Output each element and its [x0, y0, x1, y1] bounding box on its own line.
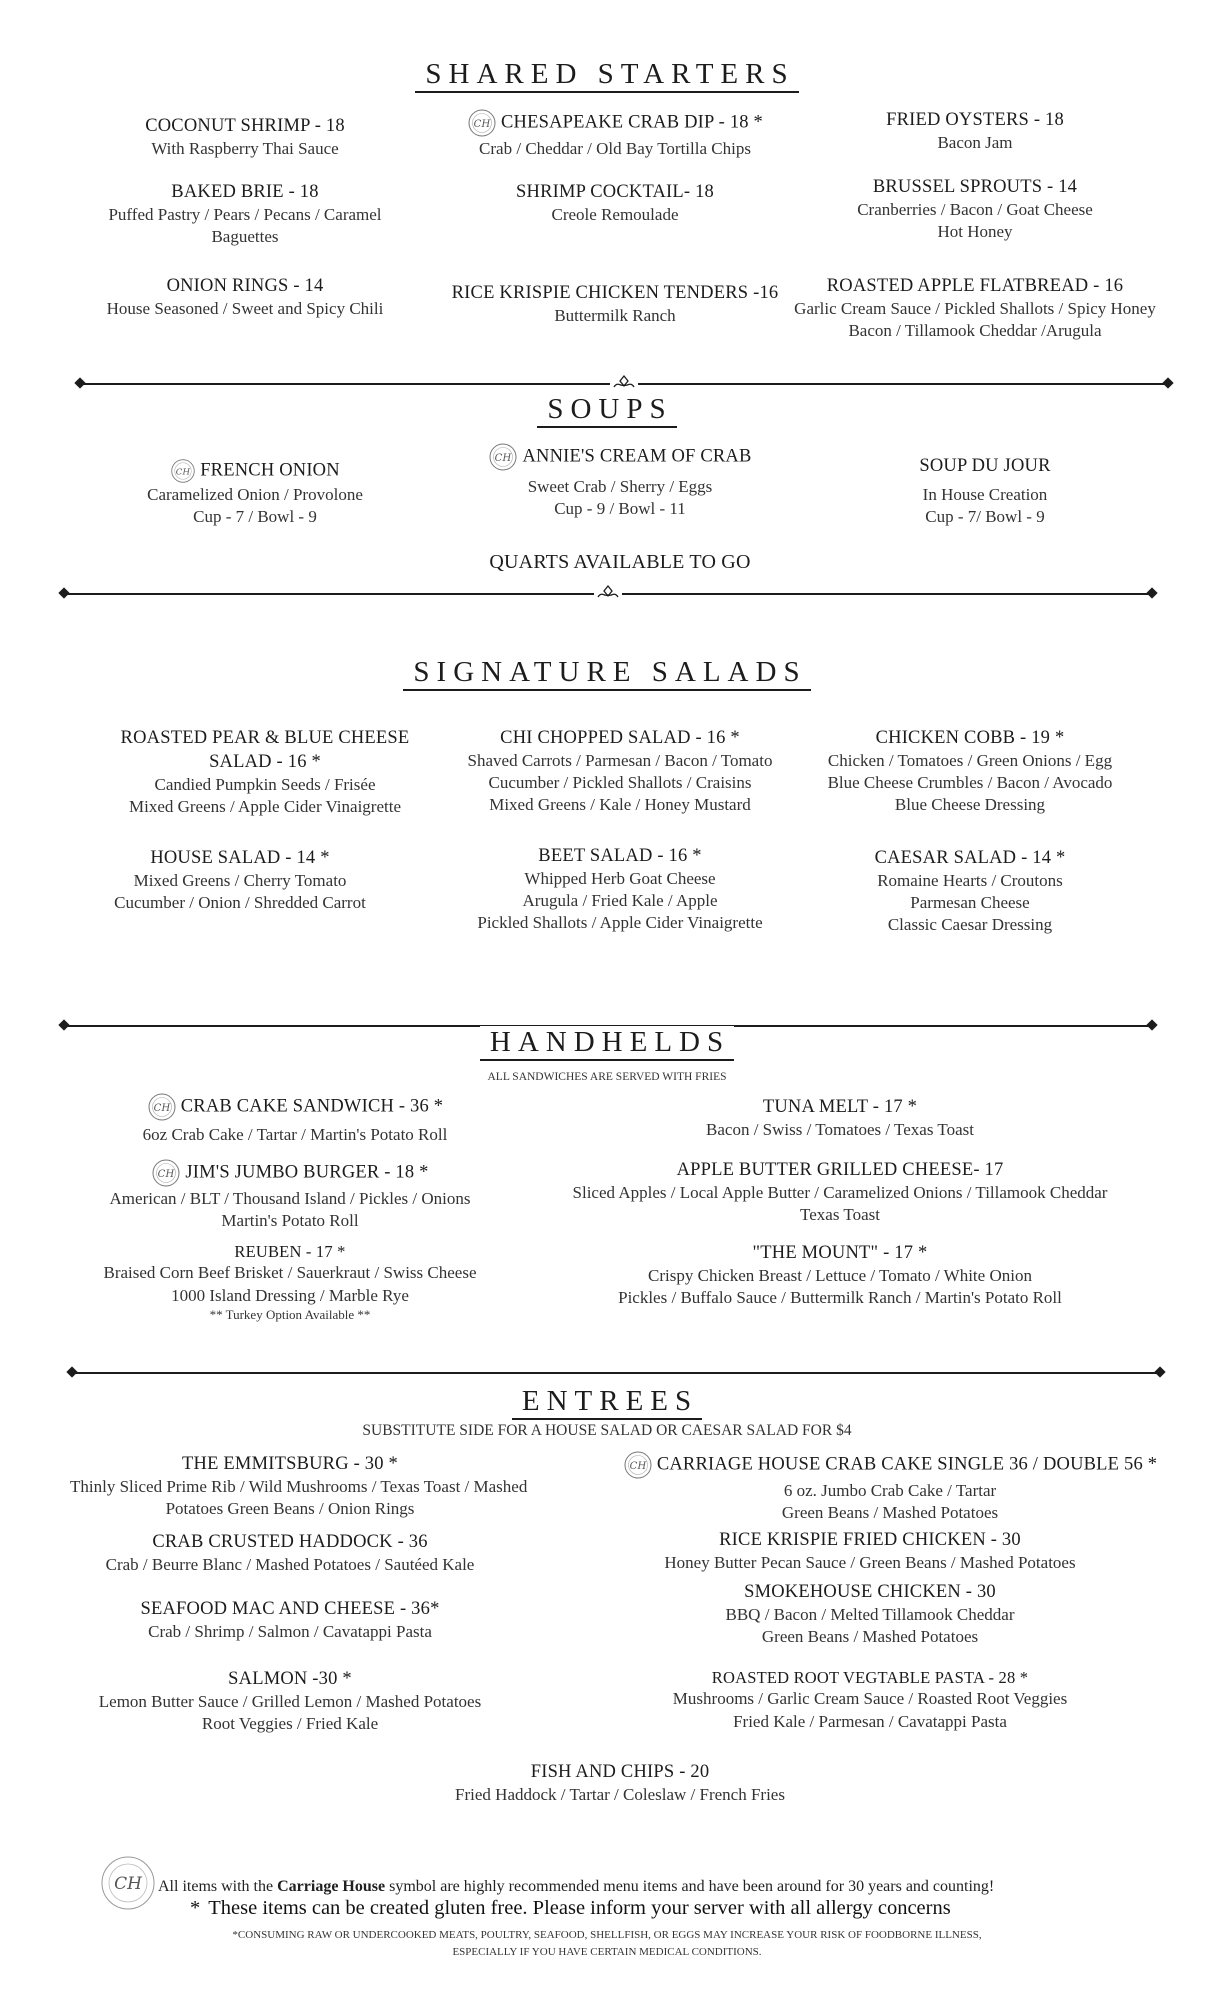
item-desc: Mixed Greens / Apple Cider Vinaigrette — [128, 797, 402, 817]
item-desc: Martin's Potato Roll — [221, 1211, 359, 1231]
menu-item-onion-rings — [90, 274, 400, 320]
item-name: TUNA MELT - 17 * — [762, 1097, 918, 1117]
item-name: ONION RINGS - 14 — [166, 276, 324, 296]
item-name: CH FRENCH ONION — [110, 458, 400, 484]
item-name: SHRIMP COCKTAIL- 18 — [516, 182, 714, 202]
item-desc: Honey Butter Pecan Sauce / Green Beans / Mashed Potatoes — [664, 1553, 1076, 1573]
item-desc: Potatoes Green Beans / Onion Rings — [165, 1499, 415, 1519]
item-name: CH ANNIE'S CREAM OF CRAB — [450, 442, 790, 472]
carriage-house-logo-icon — [170, 458, 196, 484]
item-desc: Green Beans / Mashed Potatoes — [781, 1503, 999, 1523]
menu-item-crab-crusted-haddock — [80, 1530, 500, 1576]
item-desc: Garlic Cream Sauce / Pickled Shallots / Spicy Honey — [794, 299, 1156, 319]
item-desc: Mushrooms / Garlic Cream Sauce / Roasted Root Veggies — [672, 1689, 1068, 1709]
item-name: HOUSE SALAD - 14 * — [150, 848, 330, 868]
menu-item-reuben — [60, 1241, 520, 1324]
menu-item-chicken-tenders — [430, 281, 800, 327]
item-name: COCONUT SHRIMP - 18 — [145, 116, 345, 136]
item-desc: With Raspberry Thai Sauce — [151, 139, 339, 159]
consumption-warning: *CONSUMING RAW OR UNDERCOOKED MEATS, POULTRY, SEAFOOD, SHELLFISH, OR EGGS MAY INCREASE YOUR RISK OF FOODBORNE ILLNESS, ESPECIALLY IF YOU HAVE CERTAIN MEDICAL CONDITIONS. — [232, 1929, 982, 1958]
item-name: RICE KRISPIE FRIED CHICKEN - 30 — [719, 1530, 1021, 1550]
item-desc: Cup - 7/ Bowl - 9 — [925, 507, 1045, 527]
item-name: ROASTED PEAR & BLUE CHEESE — [120, 728, 410, 748]
item-name: SALMON -30 * — [228, 1669, 352, 1689]
item-desc: Candied Pumpkin Seeds / Frisée — [154, 775, 376, 795]
gluten-free-note: * These items can be created gluten free. Please inform your server with all allergy concerns — [190, 1897, 951, 1919]
menu-item-crab-cake-sandwich — [95, 1092, 495, 1146]
item-name: THE EMMITSBURG - 30 * — [182, 1454, 398, 1474]
item-desc: Cup - 9 / Bowl - 11 — [554, 499, 686, 519]
item-name: CHICKEN COBB - 19 * — [875, 728, 1065, 748]
menu-item-fish-and-chips — [380, 1760, 860, 1806]
carriage-house-logo-icon — [151, 1158, 181, 1188]
item-desc: Crab / Shrimp / Salmon / Cavatappi Pasta — [148, 1622, 432, 1642]
entrees-note: SUBSTITUTE SIDE FOR A HOUSE SALAD OR CAESAR SALAD FOR $4 — [362, 1422, 852, 1439]
svg-text:CH: CH — [629, 1461, 647, 1472]
handhelds-note: ALL SANDWICHES ARE SERVED WITH FRIES — [487, 1071, 727, 1083]
item-desc: Crab / Cheddar / Old Bay Tortilla Chips — [479, 139, 751, 158]
menu-item-shrimp-cocktail — [440, 180, 790, 226]
menu-item-house-salad — [80, 846, 400, 914]
item-desc: Whipped Herb Goat Cheese — [524, 869, 716, 889]
item-name: SMOKEHOUSE CHICKEN - 30 — [744, 1582, 996, 1602]
item-desc: Buttermilk Ranch — [554, 306, 676, 326]
item-name: BEET SALAD - 16 * — [538, 846, 702, 866]
item-desc: ** Turkey Option Available ** — [209, 1306, 371, 1322]
item-desc: Blue Cheese Dressing — [894, 795, 1046, 815]
item-desc: Mixed Greens / Cherry Tomato — [133, 871, 347, 891]
item-name: APPLE BUTTER GRILLED CHEESE- 17 — [676, 1160, 1004, 1180]
svg-text:CH: CH — [153, 1103, 171, 1114]
menu-item-jumbo-burger — [70, 1158, 510, 1232]
item-desc: Caramelized Onion / Provolone — [147, 485, 363, 504]
item-name: "THE MOUNT" - 17 * — [752, 1243, 928, 1263]
menu-item-emmitsburg — [70, 1452, 528, 1520]
item-name: ROASTED APPLE FLATBREAD - 16 — [826, 276, 1124, 296]
item-desc: Green Beans / Mashed Potatoes — [761, 1627, 979, 1647]
svg-text:CH: CH — [158, 1169, 175, 1180]
item-desc: Sliced Apples / Local Apple Butter / Caramelized Onions / Tillamook Cheddar — [572, 1183, 1108, 1203]
menu-item-crab-dip — [440, 108, 790, 160]
item-name: FISH AND CHIPS - 20 — [530, 1762, 710, 1782]
item-desc: Creole Remoulade — [551, 205, 679, 225]
menu-item-chicken-cobb — [800, 726, 1140, 816]
item-name: CH CARRIAGE HOUSE CRAB CAKE SINGLE 36 / DOUBLE 56 * — [620, 1450, 1160, 1480]
item-desc: Bacon Jam — [937, 133, 1013, 153]
carriage-house-logo-icon — [623, 1450, 653, 1480]
carriage-house-logo-icon — [100, 1855, 156, 1911]
menu-item-salmon — [80, 1667, 500, 1735]
item-desc: Chicken / Tomatoes / Green Onions / Egg — [827, 751, 1113, 771]
menu-item-coconut-shrimp — [90, 114, 400, 160]
menu-item-french-onion — [110, 458, 400, 528]
menu-item-apple-flatbread — [780, 274, 1170, 342]
item-desc: Puffed Pastry / Pears / Pecans / Caramel — [108, 205, 382, 225]
item-name: REUBEN - 17 * — [234, 1242, 346, 1261]
menu-item-carriage-house-crab-cake — [620, 1450, 1160, 1524]
item-desc: Cup - 7 / Bowl - 9 — [193, 507, 317, 527]
section-title-entrees: ENTREES — [0, 1385, 1214, 1418]
item-desc: Thinly Sliced Prime Rib / Wild Mushrooms / Texas Toast / Mashed — [70, 1477, 528, 1497]
quarts-to-go-note: QUARTS AVAILABLE TO GO — [489, 551, 751, 573]
carriage-house-symbol-note: All items with the Carriage House symbol are highly recommended menu items and have been around for 30 years and counting! — [158, 1878, 995, 1895]
menu-item-fried-chicken — [630, 1528, 1110, 1574]
menu-item-root-vegetable-pasta — [630, 1667, 1110, 1733]
menu-item-grilled-cheese — [540, 1158, 1140, 1226]
menu-item-seafood-mac — [100, 1597, 480, 1643]
section-divider — [70, 1365, 1162, 1381]
section-divider — [78, 376, 1170, 392]
flourish-ornament-icon — [610, 373, 638, 395]
svg-text:CH: CH — [175, 467, 191, 478]
menu-item-the-mount — [590, 1241, 1090, 1309]
menu-item-tuna-melt — [640, 1095, 1040, 1141]
menu-item-cream-of-crab — [450, 442, 790, 520]
item-name: CH JIM'S JUMBO BURGER - 18 * — [70, 1158, 510, 1188]
svg-text:CH: CH — [114, 1874, 142, 1894]
item-name: BAKED BRIE - 18 — [171, 182, 319, 202]
item-desc: Crab / Beurre Blanc / Mashed Potatoes / Sautéed Kale — [105, 1555, 475, 1575]
menu-item-pear-salad — [100, 726, 430, 818]
item-desc: Fried Haddock / Tartar / Coleslaw / French Fries — [455, 1785, 785, 1805]
item-desc: Blue Cheese Crumbles / Bacon / Avocado — [827, 773, 1113, 793]
item-desc: Classic Caesar Dressing — [887, 915, 1053, 935]
item-desc: Pickles / Buffalo Sauce / Buttermilk Ranch / Martin's Potato Roll — [618, 1288, 1062, 1308]
menu-item-beet-salad — [440, 844, 800, 934]
item-desc: Shaved Carrots / Parmesan / Bacon / Tomato — [467, 751, 773, 771]
menu-item-chopped-salad — [430, 726, 810, 816]
item-desc: 6 oz. Jumbo Crab Cake / Tartar — [783, 1481, 997, 1500]
section-title-starters: SHARED STARTERS — [0, 58, 1214, 91]
section-title-handhelds: HANDHELDS — [0, 1026, 1214, 1059]
flourish-ornament-icon — [594, 583, 622, 605]
carriage-house-logo-icon — [467, 108, 497, 138]
section-divider — [62, 586, 1154, 602]
item-desc: Root Veggies / Fried Kale — [201, 1714, 379, 1734]
item-name: CH CRAB CAKE SANDWICH - 36 * — [95, 1092, 495, 1122]
carriage-house-logo-icon — [147, 1092, 177, 1122]
menu-item-brussel-sprouts — [810, 175, 1140, 243]
item-desc: Fried Kale / Parmesan / Cavatappi Pasta — [733, 1711, 1007, 1731]
item-desc: Arugula / Fried Kale / Apple — [522, 891, 718, 911]
item-desc: Mixed Greens / Kale / Honey Mustard — [489, 795, 751, 815]
menu-item-smokehouse-chicken — [660, 1580, 1080, 1648]
item-desc: House Seasoned / Sweet and Spicy Chili — [106, 299, 384, 319]
item-desc: Texas Toast — [800, 1205, 880, 1225]
item-name: ROASTED ROOT VEGTABLE PASTA - 28 * — [711, 1668, 1029, 1687]
item-desc: BBQ / Bacon / Melted Tillamook Cheddar — [725, 1605, 1015, 1625]
item-desc: Crispy Chicken Breast / Lettuce / Tomato / White Onion — [648, 1266, 1032, 1286]
item-name: CH CHESAPEAKE CRAB DIP - 18 * — [440, 108, 790, 138]
item-desc: Romaine Hearts / Croutons — [877, 871, 1063, 891]
item-name: SALAD - 16 * — [209, 752, 321, 773]
item-desc: 1000 Island Dressing / Marble Rye — [171, 1285, 409, 1305]
menu-item-fried-oysters — [820, 108, 1130, 154]
item-desc: Pickled Shallots / Apple Cider Vinaigrette — [477, 913, 763, 933]
item-desc: Cucumber / Onion / Shredded Carrot — [114, 893, 366, 913]
svg-text:CH: CH — [473, 119, 491, 130]
item-name: CAESAR SALAD - 14 * — [874, 848, 1066, 868]
item-desc: Baguettes — [211, 227, 279, 247]
item-desc: Cucumber / Pickled Shallots / Craisins — [488, 773, 752, 793]
gluten-free-asterisk-icon: * — [190, 1897, 201, 1919]
item-name: CHI CHOPPED SALAD - 16 * — [500, 728, 740, 748]
item-desc: Sweet Crab / Sherry / Eggs — [527, 477, 713, 496]
item-desc: Cranberries / Bacon / Goat Cheese — [857, 200, 1093, 220]
item-desc: Bacon / Tillamook Cheddar /Arugula — [848, 321, 1102, 341]
item-desc: Bacon / Swiss / Tomatoes / Texas Toast — [706, 1120, 974, 1140]
item-name: CRAB CRUSTED HADDOCK - 36 — [152, 1532, 428, 1552]
item-name: RICE KRISPIE CHICKEN TENDERS -16 — [451, 283, 779, 303]
item-desc: In House Creation — [922, 485, 1048, 505]
item-name: FRIED OYSTERS - 18 — [886, 110, 1064, 130]
item-desc: Hot Honey — [937, 222, 1013, 242]
section-title-salads: SIGNATURE SALADS — [0, 656, 1214, 689]
item-desc: American / BLT / Thousand Island / Pickles / Onions — [109, 1189, 471, 1208]
svg-text:CH: CH — [495, 453, 512, 464]
item-desc: Lemon Butter Sauce / Grilled Lemon / Mashed Potatoes — [98, 1692, 482, 1712]
item-desc: Braised Corn Beef Brisket / Sauerkraut / Swiss Cheese — [103, 1263, 477, 1283]
menu-item-baked-brie — [90, 180, 400, 248]
item-name: SEAFOOD MAC AND CHEESE - 36* — [140, 1599, 440, 1619]
section-title-soups: SOUPS — [0, 393, 1214, 426]
item-desc: Parmesan Cheese — [910, 893, 1030, 913]
item-name: SOUP DU JOUR — [919, 456, 1051, 476]
menu-item-soup-du-jour — [840, 454, 1130, 528]
menu-item-caesar-salad — [810, 846, 1130, 936]
carriage-house-logo-icon — [488, 442, 518, 472]
item-desc: 6oz Crab Cake / Tartar / Martin's Potato Roll — [142, 1125, 448, 1144]
item-name: BRUSSEL SPROUTS - 14 — [872, 177, 1078, 197]
